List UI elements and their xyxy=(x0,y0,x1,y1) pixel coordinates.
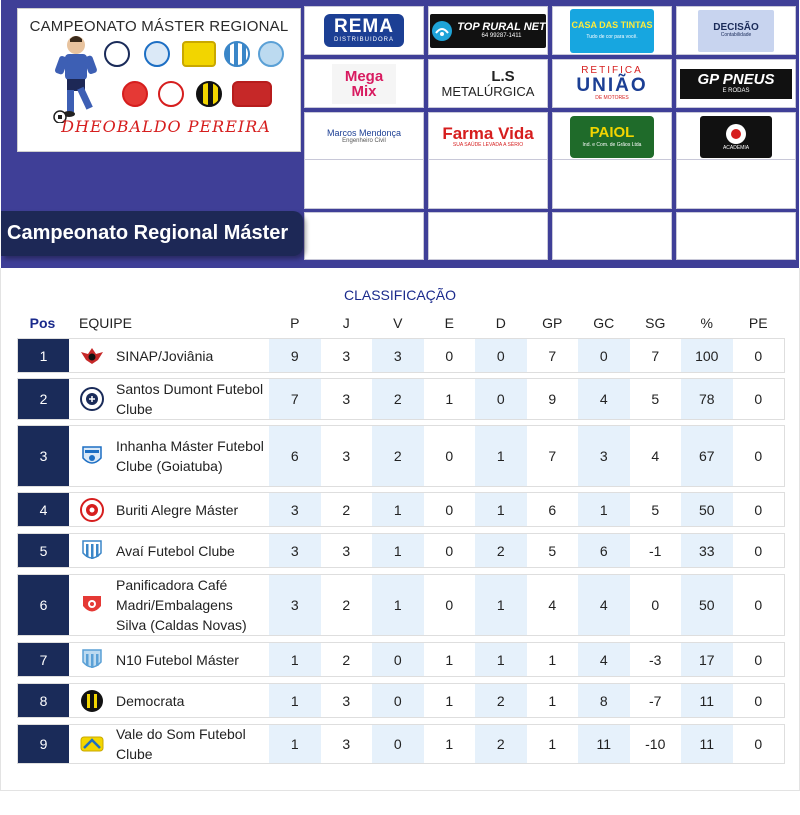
panificadora-crest-icon xyxy=(80,593,104,617)
header-j: J xyxy=(342,315,350,331)
rema-name: REMA xyxy=(334,16,394,38)
row-pos: 6 xyxy=(18,575,69,635)
table-title: CLASSIFICAÇÃO xyxy=(343,287,457,303)
row-v: 0 xyxy=(372,643,424,676)
row-j: 2 xyxy=(342,651,351,668)
row-d: 2 xyxy=(475,534,527,567)
democrata-mini-icon xyxy=(196,81,222,107)
row-e: 1 xyxy=(445,391,454,407)
row-sg: -1 xyxy=(649,542,662,559)
inhanha-mini-icon xyxy=(144,41,170,67)
header-gp: GP xyxy=(542,315,563,331)
academia-icon xyxy=(721,122,751,146)
header-pct: % xyxy=(700,315,713,331)
table-row[interactable] xyxy=(17,425,785,487)
row-e: 1 xyxy=(445,692,454,709)
player-mascot-icon xyxy=(52,33,98,123)
row-p: 3 xyxy=(269,534,321,567)
row-gc: 3 xyxy=(578,426,630,486)
row-gc: 4 xyxy=(578,575,630,635)
table-row[interactable] xyxy=(17,492,785,527)
logo-title: CAMPEONATO MÁSTER REGIONAL xyxy=(29,18,289,35)
row-j: 3 xyxy=(342,391,351,407)
casa-name: CASA DAS TINTAS xyxy=(571,20,653,31)
row-pct: 11 xyxy=(681,725,733,763)
header-banner xyxy=(1,0,799,268)
buriti-alegre-crest-icon xyxy=(80,498,104,522)
avai-crest-icon xyxy=(80,539,104,563)
row-d: 2 xyxy=(475,684,527,717)
top-rural-name: TOP RURAL NET xyxy=(457,20,546,33)
farma-sub: SUA SAÚDE LEVADA A SÉRIO xyxy=(452,141,524,148)
santos-dumont-mini-icon xyxy=(104,41,130,67)
inhanha-crest-icon xyxy=(80,444,104,468)
rema-sub: DISTRIBUIDORA xyxy=(333,37,394,44)
row-gc: 8 xyxy=(578,684,630,717)
sponsor-retifica-uniao[interactable] xyxy=(552,59,672,108)
decisao-sub: Contabilidade xyxy=(720,32,752,39)
row-gp: 9 xyxy=(548,391,557,407)
table-row[interactable] xyxy=(17,724,785,764)
row-sg: -3 xyxy=(649,651,662,668)
row-j: 3 xyxy=(342,347,351,364)
row-gc: 0 xyxy=(578,339,630,372)
row-d: 1 xyxy=(475,575,527,635)
table-row[interactable] xyxy=(17,683,785,718)
sponsor-slot-empty xyxy=(552,159,672,209)
row-pos: 4 xyxy=(18,493,69,526)
retifica-name: RETIFICA xyxy=(581,64,643,76)
row-d: 2 xyxy=(475,725,527,763)
row-pos: 7 xyxy=(18,643,69,676)
sponsor-mega-mix[interactable] xyxy=(304,59,424,108)
row-d: 1 xyxy=(475,643,527,676)
n10-mini-icon xyxy=(258,41,284,67)
section-title: Campeonato Regional Máster xyxy=(1,211,303,256)
row-pe: 0 xyxy=(754,651,763,668)
table-row[interactable] xyxy=(17,533,785,568)
democrata-crest-icon xyxy=(80,689,104,713)
row-gp: 1 xyxy=(548,736,557,752)
top-rural-sub: 64 99287-1411 xyxy=(481,33,522,40)
row-e: 1 xyxy=(445,736,454,752)
row-v: 1 xyxy=(372,493,424,526)
header-sg: SG xyxy=(645,315,666,331)
vale-do-som-crest-icon xyxy=(80,732,104,756)
sponsor-decisao[interactable] xyxy=(676,6,796,55)
row-team: Democrata xyxy=(116,692,185,709)
sponsor-ls-metalurgica[interactable] xyxy=(428,59,548,108)
row-sg: 0 xyxy=(651,597,660,613)
row-v: 3 xyxy=(372,339,424,372)
sponsor-farma-vida[interactable] xyxy=(428,112,548,161)
row-pe: 0 xyxy=(754,347,763,364)
row-sg: -10 xyxy=(645,736,666,752)
table-row[interactable] xyxy=(17,574,785,636)
row-e: 0 xyxy=(445,448,454,464)
row-j: 3 xyxy=(342,736,351,752)
table-header xyxy=(17,315,785,331)
row-gp: 7 xyxy=(548,448,557,464)
row-sg: 5 xyxy=(651,501,660,518)
header-pe: PE xyxy=(748,315,768,331)
row-j: 3 xyxy=(342,448,351,464)
sponsor-slot-empty xyxy=(676,212,796,260)
sponsor-academia[interactable] xyxy=(676,112,796,161)
paiol-name: PAIOL xyxy=(589,123,635,141)
retifica-sub: UNIÃO xyxy=(576,75,648,97)
row-e: 0 xyxy=(445,542,454,559)
row-gc: 4 xyxy=(578,643,630,676)
row-pct: 50 xyxy=(681,493,733,526)
row-v: 2 xyxy=(372,426,424,486)
row-pos: 3 xyxy=(18,426,69,486)
retifica-tag: DE MOTORES xyxy=(595,95,629,102)
row-pe: 0 xyxy=(754,448,763,464)
row-pos: 8 xyxy=(18,684,69,717)
sinap-mini-icon xyxy=(232,81,272,107)
header-p: P xyxy=(290,315,300,331)
row-d: 1 xyxy=(475,426,527,486)
row-team: Vale do Som Futebol Clube xyxy=(116,726,246,762)
row-p: 1 xyxy=(269,725,321,763)
logo-subtitle: DHEOBALDO PEREIRA xyxy=(61,117,271,136)
row-pct: 50 xyxy=(681,575,733,635)
row-gc: 11 xyxy=(578,725,630,763)
table-row[interactable] xyxy=(17,642,785,677)
sponsor-casa-das-tintas[interactable] xyxy=(552,6,672,55)
paiol-sub: Ind. e Com. de Grãos Ltda xyxy=(582,142,642,149)
sponsor-slot-empty xyxy=(552,212,672,260)
panificadora-mini-icon xyxy=(122,81,148,107)
row-sg: 4 xyxy=(651,448,660,464)
sponsor-rema[interactable] xyxy=(304,6,424,55)
marcos-name: Marcos Mendonça xyxy=(326,127,402,138)
ls-name: L.S xyxy=(491,67,515,85)
sponsor-slot-empty xyxy=(428,212,548,260)
farma-name: Farma Vida xyxy=(442,123,534,143)
row-e: 0 xyxy=(445,501,454,518)
row-d: 0 xyxy=(475,379,527,419)
row-v: 1 xyxy=(372,575,424,635)
row-pos: 2 xyxy=(18,379,69,419)
row-p: 6 xyxy=(269,426,321,486)
ls-sub: METALÚRGICA xyxy=(441,83,535,99)
sponsor-top-rural-net[interactable] xyxy=(428,6,548,55)
championship-logo xyxy=(17,8,301,152)
header-pos: Pos xyxy=(29,315,56,331)
header-gc: GC xyxy=(593,315,615,331)
row-pos: 9 xyxy=(18,725,69,763)
header-e: E xyxy=(444,315,454,331)
row-v: 2 xyxy=(372,379,424,419)
gp-sub: E RODAS xyxy=(722,88,750,95)
row-pct: 33 xyxy=(681,534,733,567)
row-d: 0 xyxy=(475,339,527,372)
row-p: 9 xyxy=(269,339,321,372)
row-pe: 0 xyxy=(754,692,763,709)
row-p: 3 xyxy=(269,493,321,526)
sponsor-grid xyxy=(304,6,796,262)
row-pos: 5 xyxy=(18,534,69,567)
row-pct: 100 xyxy=(681,339,733,372)
row-gp: 4 xyxy=(548,597,557,613)
sponsor-marcos-mendonca[interactable] xyxy=(304,112,424,161)
row-team: N10 Futebol Máster xyxy=(116,651,239,668)
sponsor-paiol[interactable] xyxy=(552,112,672,161)
row-team: Inhanha Máster Futebol Clube (Goiatuba) xyxy=(116,438,264,474)
standings-table xyxy=(0,268,800,791)
row-gp: 5 xyxy=(548,542,557,559)
row-pct: 67 xyxy=(681,426,733,486)
table-row[interactable] xyxy=(17,338,785,373)
casa-sub: Tudo de cor para você. xyxy=(586,33,638,40)
decisao-name: DECISÃO xyxy=(713,21,759,33)
vale-do-som-mini-icon xyxy=(182,41,216,67)
row-pos: 1 xyxy=(18,339,69,372)
table-row[interactable] xyxy=(17,378,785,420)
avai-mini-icon xyxy=(224,41,250,67)
row-v: 0 xyxy=(372,725,424,763)
row-sg: -7 xyxy=(649,692,662,709)
row-pe: 0 xyxy=(754,597,763,613)
row-gp: 1 xyxy=(548,692,557,709)
header-v: V xyxy=(393,315,403,331)
row-pct: 17 xyxy=(681,643,733,676)
sponsor-slot-empty xyxy=(304,212,424,260)
row-p: 1 xyxy=(269,684,321,717)
row-team: Panificadora Café Madri/Embalagens Silva (Caldas Novas) xyxy=(116,577,247,633)
row-gc: 6 xyxy=(578,534,630,567)
sinap-crest-icon xyxy=(80,344,104,368)
row-pct: 78 xyxy=(681,379,733,419)
row-v: 1 xyxy=(372,534,424,567)
n10-crest-icon xyxy=(80,648,104,672)
sponsor-slot-empty xyxy=(676,159,796,209)
row-team: Buriti Alegre Máster xyxy=(116,501,239,518)
row-team: Santos Dumont Futebol Clube xyxy=(116,381,264,417)
row-pe: 0 xyxy=(754,542,763,559)
row-j: 3 xyxy=(342,542,351,559)
academia-name: ACADEMIA xyxy=(722,144,750,151)
sponsor-slot-empty xyxy=(304,159,424,209)
row-team: Avaí Futebol Clube xyxy=(116,542,235,559)
row-e: 0 xyxy=(445,597,454,613)
row-j: 2 xyxy=(342,597,351,613)
row-sg: 5 xyxy=(651,391,660,407)
row-p: 7 xyxy=(269,379,321,419)
megamix-name: Mega Mix xyxy=(344,67,384,100)
header-team: EQUIPE xyxy=(79,315,132,331)
buriti-mini-icon xyxy=(158,81,184,107)
header-d: D xyxy=(495,315,506,331)
row-e: 1 xyxy=(445,651,454,668)
row-d: 1 xyxy=(475,493,527,526)
row-gp: 1 xyxy=(548,651,557,668)
sponsor-slot-empty xyxy=(428,159,548,209)
sponsor-gp-pneus[interactable] xyxy=(676,59,796,108)
row-e: 0 xyxy=(445,347,454,364)
row-sg: 7 xyxy=(651,347,660,364)
row-p: 1 xyxy=(269,643,321,676)
row-pe: 0 xyxy=(754,736,763,752)
row-p: 3 xyxy=(269,575,321,635)
gp-name: GP PNEUS xyxy=(697,71,775,89)
row-v: 0 xyxy=(372,684,424,717)
wifi-icon xyxy=(430,19,454,43)
row-team: SINAP/Joviânia xyxy=(116,347,214,364)
row-pe: 0 xyxy=(754,501,763,518)
santos-dumont-crest-icon xyxy=(80,387,104,411)
marcos-sub: Engenheiro Civil xyxy=(342,138,386,145)
row-j: 2 xyxy=(342,501,351,518)
row-pe: 0 xyxy=(754,391,763,407)
row-pct: 11 xyxy=(681,684,733,717)
row-j: 3 xyxy=(342,692,351,709)
row-gp: 7 xyxy=(548,347,557,364)
row-gc: 4 xyxy=(578,379,630,419)
row-gp: 6 xyxy=(548,501,557,518)
row-gc: 1 xyxy=(578,493,630,526)
